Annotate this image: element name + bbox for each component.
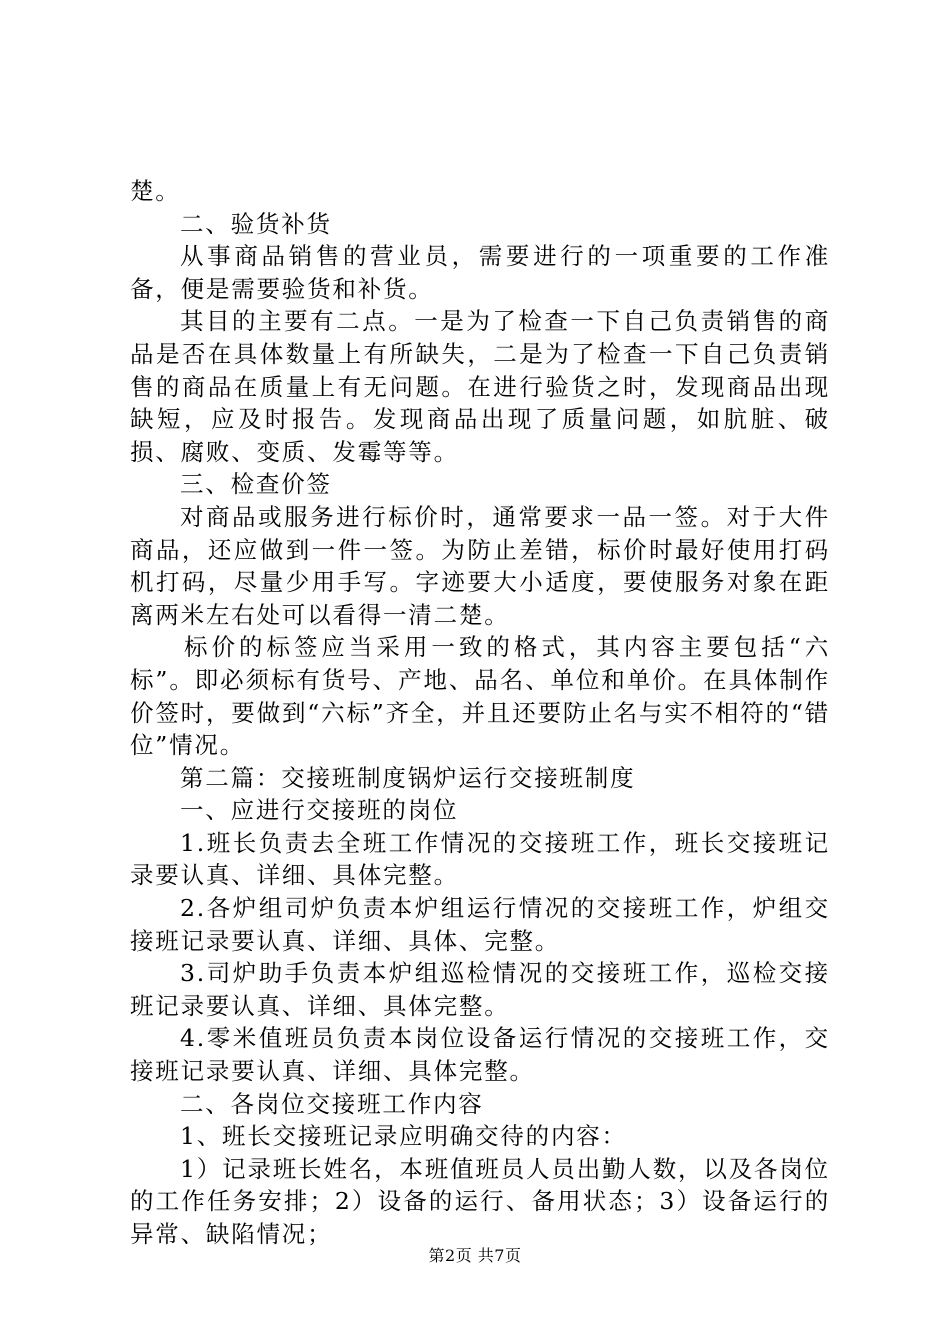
paragraph: 1）记录班长姓名，本班值班员人员出勤人数，以及各岗位的工作任务安排；2）设备的运行、备用状态；3）设备运行的异常、缺陷情况；	[130, 1154, 830, 1248]
section-heading: 二、各岗位交接班工作内容	[180, 1089, 484, 1118]
section-heading: 一、应进行交接班的岗位	[180, 796, 459, 825]
section-heading: 二、验货补货	[180, 209, 332, 238]
document-body	[130, 175, 830, 1251]
paragraph: 对商品或服务进行标价时，通常要求一品一签。对于大件商品，还应做到一件一签。为防止差错，标价时最好使用打码机打码，尽量少用手写。字迹要大小适度，要使服务对象在距离两米左右处可以看得一清二楚。	[130, 502, 830, 629]
list-item: 3.司炉助手负责本炉组巡检情况的交接班工作，巡检交接班记录要认真、详细、具体完整。	[130, 959, 830, 1020]
paragraph: 其目的主要有二点。一是为了检查一下自己负责销售的商品是否在具体数量上有所缺失，二是为了检查一下自己负责销售的商品在质量上有无问题。在进行验货之时，发现商品出现缺短，应及时报告。发现商品出现了质量问题，如肮脏、破损、腐败、变质、发霉等等。	[130, 307, 830, 466]
list-item: 2.各炉组司炉负责本炉组运行情况的交接班工作，炉组交接班记录要认真、详细、具体、完整。	[130, 894, 830, 955]
paragraph: 标价的标签应当采用一致的格式，其内容主要包括“六标”。即必须标有货号、产地、品名、单位和单价。在具体制作价签时，要做到“六标”齐全，并且还要防止名与实不相符的“错位”情况。	[130, 633, 830, 760]
page-number: 第2页 共7页	[428, 1246, 522, 1265]
list-item: 1.班长负责去全班工作情况的交接班工作，班长交接班记录要认真、详细、具体完整。	[130, 828, 830, 890]
list-item: 1、班长交接班记录应明确交待的内容：	[180, 1122, 627, 1151]
section-heading: 三、检查价签	[180, 470, 332, 499]
paragraph: 从事商品销售的营业员，需要进行的一项重要的工作准备，便是需要验货和补货。	[130, 242, 830, 303]
paragraph: 楚。	[130, 177, 181, 205]
list-item: 4.零米值班员负责本岗位设备运行情况的交接班工作，交接班记录要认真、详细、具体完整。	[130, 1024, 830, 1086]
chapter-title: 第二篇：交接班制度锅炉运行交接班制度	[180, 763, 636, 792]
